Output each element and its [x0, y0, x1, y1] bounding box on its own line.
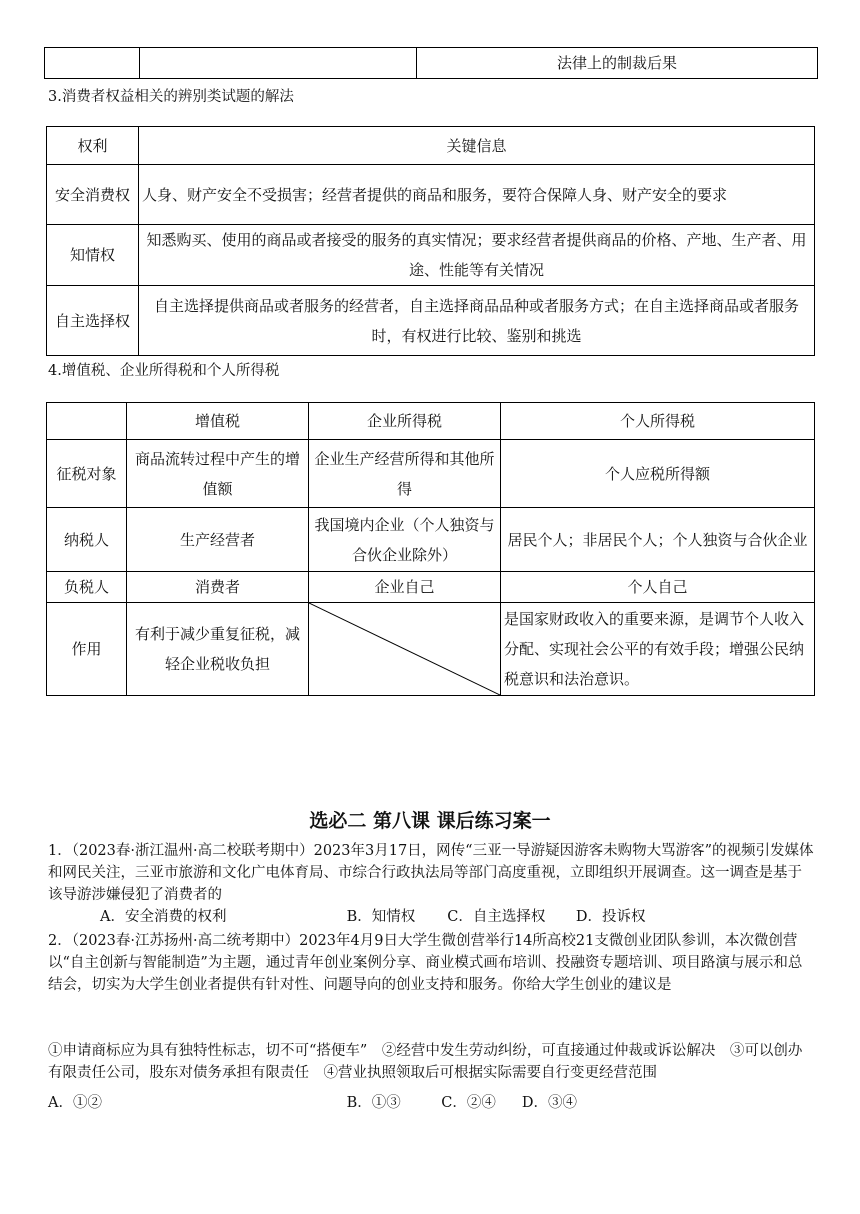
option-d[interactable]: D．投诉权	[575, 909, 646, 925]
question-2-stem: 2．（2023春·江苏扬州·高二统考期中）2023年4月9日大学生微创营举行14所高校21支微创业团队参训，本次微创营以“自主创新与智能制造”为主题，通过青年创业案例分享、商业模式画布培训、投融资专题培训、项目路演与展示和总结会，切实为大学生创业者提供有针对性、问题导向的创业支持和服务。你给大学生创业的建议是	[48, 933, 803, 993]
rights-info: 人身、财产安全不受损害；经营者提供的商品和服务，要符合保障人身、财产安全的要求	[139, 165, 815, 225]
rights-label: 自主选择权	[47, 286, 139, 356]
option-c[interactable]: C．②④	[441, 1095, 496, 1111]
tax-cell: 居民个人；非居民个人；个人独资与合伙企业	[501, 508, 815, 572]
rights-label: 安全消费权	[47, 165, 139, 225]
top-table	[44, 47, 818, 79]
rights-label: 知情权	[47, 225, 139, 286]
option-d[interactable]: D．③④	[521, 1095, 577, 1111]
tax-row-label: 作用	[47, 603, 127, 696]
exercise-title: 选必二 第八课 课后练习案一	[309, 810, 551, 832]
rights-info: 自主选择提供商品或者服务的经营者，自主选择商品品种或者服务方式；在自主选择商品或者服务时，有权进行比较、鉴别和挑选	[139, 286, 815, 356]
option-c[interactable]: C．自主选择权	[447, 909, 546, 925]
question-2-statements: ①申请商标应为具有独特性标志，切不可“搭便车” ②经营中发生劳动纠纷，可直接通过仲裁或诉讼解决 ③可以创办有限责任公司，股东对债务承担有限责任 ④营业执照领取后可根据实际需要自行变更经营范围	[48, 1043, 803, 1081]
top-table-cell: 法律上的制裁后果	[417, 48, 818, 79]
tax-cell: 我国境内企业（个人独资与合伙企业除外）	[309, 508, 501, 572]
table-header: 关键信息	[139, 127, 815, 165]
table-header	[47, 403, 127, 440]
option-a[interactable]: A．①②	[48, 1095, 102, 1111]
table-header: 权利	[47, 127, 139, 165]
option-b[interactable]: B．①③	[346, 1095, 401, 1111]
rights-table	[46, 126, 815, 356]
section-heading: 4.增值税、企业所得税和个人所得税	[48, 363, 280, 379]
table-header: 增值税	[127, 403, 309, 440]
option-b[interactable]: B．知情权	[346, 909, 416, 925]
tax-cell: 企业自己	[309, 572, 501, 603]
tax-cell: 生产经营者	[127, 508, 309, 572]
rights-info: 知悉购买、使用的商品或者接受的服务的真实情况；要求经营者提供商品的价格、产地、生产者、用途、性能等有关情况	[139, 225, 815, 286]
tax-table	[46, 402, 815, 696]
table-header: 个人所得税	[501, 403, 815, 440]
tax-cell: 有利于减少重复征税，减轻企业税收负担	[127, 603, 309, 696]
tax-cell: 商品流转过程中产生的增值额	[127, 440, 309, 508]
tax-row-label: 纳税人	[47, 508, 127, 572]
section-heading: 3.消费者权益相关的辨别类试题的解法	[48, 89, 294, 105]
tax-cell: 是国家财政收入的重要来源，是调节个人收入分配、实现社会公平的有效手段；增强公民纳税意识和法治意识。	[501, 603, 815, 696]
tax-cell: 个人自己	[501, 572, 815, 603]
tax-cell: 消费者	[127, 572, 309, 603]
diagonal-line	[309, 603, 500, 695]
option-a[interactable]: A．安全消费的权利	[100, 909, 227, 925]
tax-row-label: 征税对象	[47, 440, 127, 508]
diagonal-empty-cell	[309, 603, 501, 696]
tax-cell: 个人应税所得额	[501, 440, 815, 508]
table-header: 企业所得税	[309, 403, 501, 440]
question-1-stem: 1．（2023春·浙江温州·高二校联考期中）2023年3月17日，网传“三亚一导游疑因游客未购物大骂游客”的视频引发媒体和网民关注，三亚市旅游和文化广电体育局、市综合行政执法局等部门高度重视，立即组织开展调查。这一调查是基于该导游涉嫌侵犯了消费者的	[48, 843, 814, 903]
question-1-options	[100, 906, 800, 928]
question-2-options	[48, 1092, 748, 1114]
tax-cell: 企业生产经营所得和其他所得	[309, 440, 501, 508]
top-table-cell	[45, 48, 140, 79]
tax-row-label: 负税人	[47, 572, 127, 603]
top-table-cell	[140, 48, 417, 79]
